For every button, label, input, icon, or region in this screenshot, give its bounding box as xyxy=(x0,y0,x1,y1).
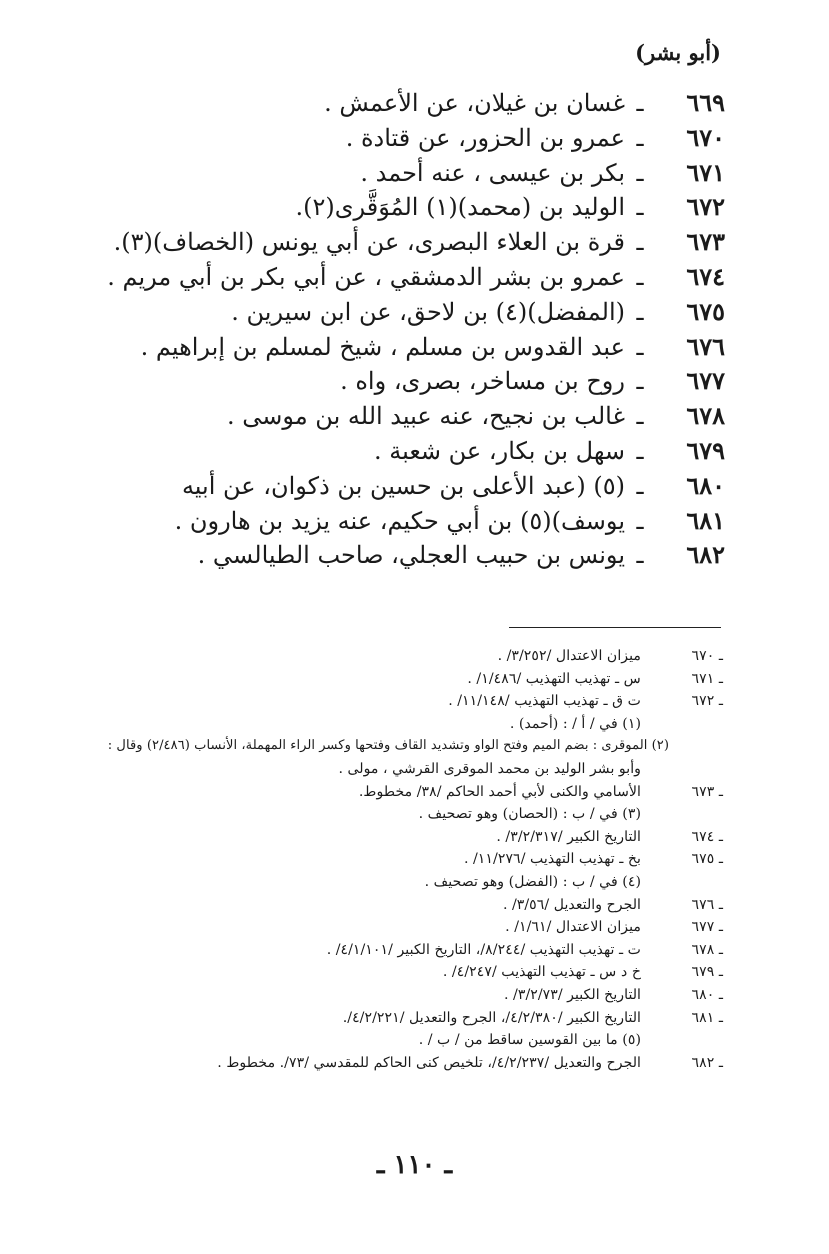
footnote-ref: ـ ٦٨٢ xyxy=(691,1054,723,1071)
footnote-line xyxy=(83,897,723,920)
entry-number: ٦٨٢ xyxy=(686,540,725,570)
footnote-line xyxy=(83,784,723,807)
entry-674 xyxy=(105,262,725,297)
entry-text: غالب بن نجيح، عنه عبيد الله بن موسى . xyxy=(227,402,625,431)
entry-671 xyxy=(105,158,725,193)
entry-text: سهل بن بكار، عن شعبة . xyxy=(373,436,625,465)
entry-number: ٦٧٣ xyxy=(686,227,725,257)
entry-text: عمرو بن الحزور، عن قتادة . xyxy=(345,123,625,152)
entry-dash: ـ xyxy=(636,506,644,535)
footnotes xyxy=(83,648,723,1077)
footnote-ref: ـ ٦٧٥ xyxy=(691,851,723,868)
entry-number: ٦٧٨ xyxy=(686,401,725,431)
footnote-divider xyxy=(509,627,721,628)
entry-dash: ـ xyxy=(636,367,644,396)
entry-680 xyxy=(105,471,725,506)
entry-670 xyxy=(105,123,725,158)
entry-text: يونس بن حبيب العجلي، صاحب الطيالسي . xyxy=(197,541,625,570)
entry-number: ٦٧٢ xyxy=(686,192,725,222)
footnote-line xyxy=(83,987,723,1010)
entry-dash: ـ xyxy=(636,402,644,431)
entry-number: ٦٨٠ xyxy=(686,470,725,500)
page-number: ـ ١١٠ ـ xyxy=(376,1150,453,1180)
footnote-line xyxy=(83,648,723,671)
footnote-ref: ـ ٦٧٦ xyxy=(691,896,723,913)
entry-dash: ـ xyxy=(636,332,644,361)
entry-text: (٥) (عبد الأعلى بن حسين بن ذكوان، عن أبيه xyxy=(181,471,625,500)
entry-dash: ـ xyxy=(636,193,644,222)
footnote-ref: ـ ٦٧٠ xyxy=(691,648,723,664)
entry-number: ٦٧٧ xyxy=(686,366,725,396)
entry-text: الوليد بن (محمد)(١) المُوَقَّرى(٢). xyxy=(295,193,625,222)
footnote-text: ت ـ تهذيب التهذيب /٨/٢٤٤/، التاريخ الكبير /٤/١/١٠١/ . xyxy=(326,941,641,958)
entry-678 xyxy=(105,401,725,436)
entry-dash: ـ xyxy=(636,541,644,570)
footnote-text: التاريخ الكبير /٤/٢/٣٨٠/، الجرح والتعديل /٤/٢/٢٢١/. xyxy=(342,1009,641,1026)
entry-number: ٦٧٠ xyxy=(686,122,725,152)
footnote-ref: ـ ٦٨٠ xyxy=(691,986,723,1003)
footnote-text: خ د س ـ تهذيب التهذيب /٤/٢٤٧/ . xyxy=(442,964,641,981)
footnote-text: الأسامي والكنى لأبي أحمد الحاكم /٣٨/ مخطوط. xyxy=(358,783,641,800)
footnote-ref: ـ ٦٧٧ xyxy=(691,919,723,936)
footnote-text: الجرح والتعديل /٣/٥٦/ . xyxy=(502,896,641,913)
footnote-line xyxy=(83,919,723,942)
entry-673 xyxy=(105,227,725,262)
entry-dash: ـ xyxy=(636,123,644,152)
entry-text: غسان بن غيلان، عن الأعمش . xyxy=(324,89,625,117)
entry-dash: ـ xyxy=(636,158,644,187)
footnote-text: س ـ تهذيب التهذيب /١/٤٨٦/ . xyxy=(467,670,641,687)
entry-675 xyxy=(105,297,725,332)
entry-dash: ـ xyxy=(636,297,644,326)
footnote-text: (٢) الموقرى : بضم الميم وفتح الواو وتشديد القاف وفتحها وكسر الراء المهملة، الأنساب (٢/٤٨٦) وقال : xyxy=(107,738,669,754)
entry-text: عبد القدوس بن مسلم ، شيخ لمسلم بن إبراهيم . xyxy=(140,332,625,361)
footnote-line xyxy=(83,671,723,694)
footnote-line xyxy=(83,1055,723,1078)
entry-number: ٦٨١ xyxy=(686,505,725,535)
footnote-line xyxy=(83,1032,723,1055)
footnote-line xyxy=(83,964,723,987)
footnote-text: التاريخ الكبير /٣/٢/٧٣/ . xyxy=(504,986,641,1003)
footnote-ref: ـ ٦٧٤ xyxy=(691,828,723,845)
footnote-ref: ـ ٦٧٨ xyxy=(691,941,723,958)
entry-669 xyxy=(105,88,725,123)
footnote-text: ت ق ـ تهذيب التهذيب /١١/١٤٨/ . xyxy=(448,693,641,710)
entry-682 xyxy=(105,540,725,575)
entry-text: (المفضل)(٤) بن لاحق، عن ابن سيرين . xyxy=(231,297,625,326)
footnote-ref: ـ ٦٨١ xyxy=(691,1009,723,1026)
entry-dash: ـ xyxy=(636,228,644,257)
entry-number: ٦٧٦ xyxy=(686,331,725,361)
entry-number: ٦٧٤ xyxy=(686,261,725,291)
footnote-text: التاريخ الكبير /٣/٢/٣١٧/ . xyxy=(496,828,641,845)
entry-list xyxy=(105,88,725,575)
entry-number: ٦٧١ xyxy=(686,157,725,187)
entry-dash: ـ xyxy=(636,471,644,500)
entry-text: بكر بن عيسى ، عنه أحمد . xyxy=(360,158,625,187)
entry-text: روح بن مساخر، بصرى، واه . xyxy=(340,367,625,396)
entry-number: ٦٧٥ xyxy=(686,296,725,326)
footnote-text: (٣) في / ب : (الحصان) وهو تصحيف . xyxy=(418,806,641,823)
footnote-ref: ـ ٦٧٣ xyxy=(691,783,723,800)
footnote-ref: ـ ٦٧٢ xyxy=(691,693,723,710)
entry-677 xyxy=(105,366,725,401)
entry-672 xyxy=(105,192,725,227)
footnote-text: الجرح والتعديل /٤/٢/٢٣٧/، تلخيص كنى الحاكم للمقدسي /٧٣/. مخطوط . xyxy=(217,1054,641,1071)
footnote-ref: ـ ٦٧١ xyxy=(691,670,723,687)
footnote-line xyxy=(83,851,723,874)
entry-text: قرة بن العلاء البصرى، عن أبي يونس (الخصاف)(٣). xyxy=(113,228,625,257)
entry-681 xyxy=(105,506,725,541)
entry-dash: ـ xyxy=(636,89,644,117)
footnote-line xyxy=(83,716,723,739)
footnote-line xyxy=(83,693,723,716)
entry-text: يوسف)(٥) بن أبي حكيم، عنه يزيد بن هارون . xyxy=(174,506,625,535)
entry-679 xyxy=(105,436,725,471)
footnote-line xyxy=(83,806,723,829)
footnote-line xyxy=(83,829,723,852)
footnote-text: وأبو بشر الوليد بن محمد الموقرى القرشي ، مولى . xyxy=(338,760,641,777)
footnote-text: ميزان الاعتدال /٣/٢٥٢/ . xyxy=(497,648,641,664)
footnote-line xyxy=(83,942,723,965)
footnote-text: (٥) ما بين القوسين ساقط من / ب / . xyxy=(418,1032,641,1049)
footnote-line xyxy=(83,738,751,761)
entry-dash: ـ xyxy=(636,262,644,291)
footnote-text: (٤) في / ب : (الفضل) وهو تصحيف . xyxy=(424,873,641,890)
footnote-line xyxy=(83,1010,723,1033)
footnote-text: ميزان الاعتدال /١/٦١/ . xyxy=(505,919,641,936)
section-header: (أبو بشر) xyxy=(635,40,721,65)
entry-text: عمرو بن بشر الدمشقي ، عن أبي بكر بن أبي مريم . xyxy=(107,262,625,291)
footnote-line xyxy=(83,761,723,784)
footnote-line xyxy=(83,874,723,897)
footnote-text: بخ ـ تهذيب التهذيب /١١/٢٧٦/ . xyxy=(463,851,641,868)
entry-number: ٦٧٩ xyxy=(686,435,725,465)
footnote-text: (١) في / أ / : (أحمد) . xyxy=(509,715,641,732)
entry-number: ٦٦٩ xyxy=(686,88,725,117)
footnote-ref: ـ ٦٧٩ xyxy=(691,964,723,981)
entry-dash: ـ xyxy=(636,436,644,465)
entry-676 xyxy=(105,332,725,367)
